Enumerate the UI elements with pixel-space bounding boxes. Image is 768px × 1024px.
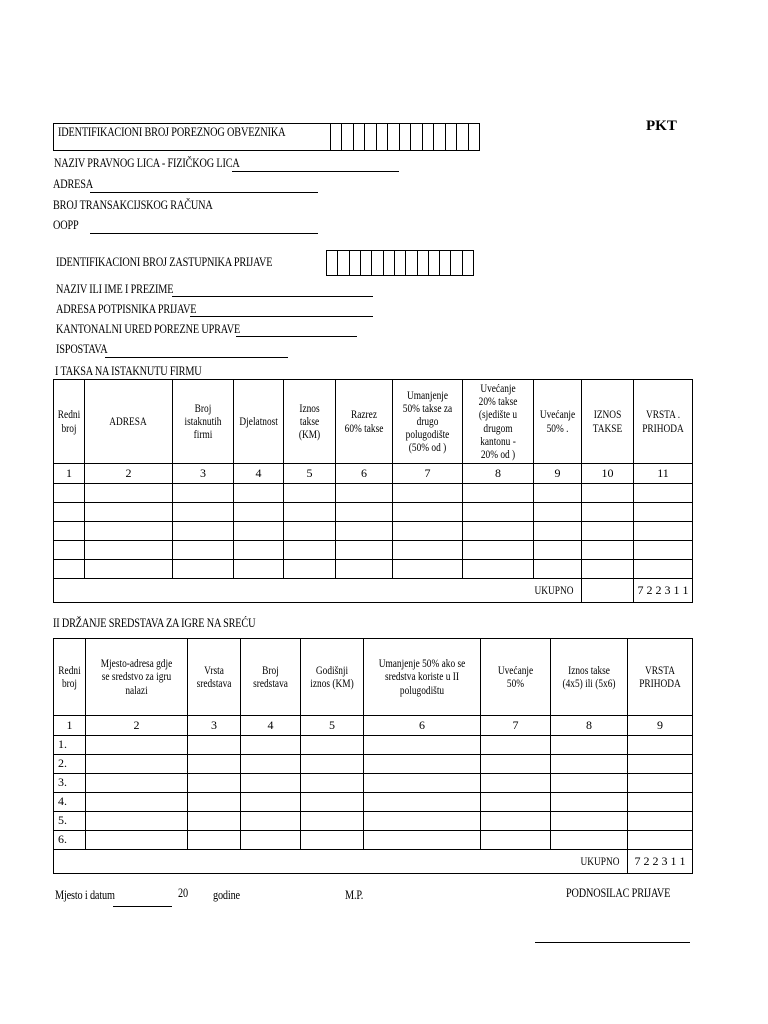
section2-total-row [54,850,693,874]
legal-entity-name-label: NAZIV PRAVNOG LICA - FIZIČKOG LICA [54,156,240,170]
signer-address-field[interactable] [190,302,373,317]
col-number: 2 [85,464,173,484]
signer-address-label: ADRESA POTPISNIKA PRIJAVE [56,302,197,316]
tax-office-label: KANTONALNI URED POREZNE UPRAVE [56,322,241,336]
s1-header-cell: Umanjenje 50% takse za drugo polugodište (50% od ) [393,380,463,464]
col-number: 4 [241,716,301,736]
table-row[interactable] [54,831,693,850]
total-amount-cell[interactable] [582,579,634,603]
section2-title: II DRŽANJE SREDSTAVA ZA IGRE NA SREĆU [53,616,256,630]
oopp-label: OOPP [53,218,79,232]
total-label: UKUPNO [54,579,582,603]
place-date-label: Mjesto i datum [55,888,115,902]
s2-header-cell: VRSTA PRIHODA [628,639,693,716]
form-code: PKT [646,118,677,134]
section1-table [53,379,693,603]
s2-header-cell: Mjesto-adresa gdje se sredstvo za igru nalazi [86,639,188,716]
col-number: 6 [364,716,481,736]
submitter-label: PODNOSILAC PRIJAVE [566,886,671,900]
col-number: 9 [534,464,582,484]
col-number: 1 [54,716,86,736]
branch-office-field[interactable] [105,343,288,358]
col-number: 10 [582,464,634,484]
row-number: 6. [54,831,86,850]
col-number: 5 [284,464,336,484]
section1-number-row [54,464,693,484]
s2-header-cell: Vrsta sredstava [188,639,241,716]
col-number: 8 [463,464,534,484]
table-row[interactable] [54,774,693,793]
s1-header-cell: IZNOS TAKSE [582,380,634,464]
s1-header-cell: Redni broj [54,380,85,464]
col-number: 7 [393,464,463,484]
col-number: 5 [301,716,364,736]
address-field[interactable] [90,178,318,193]
s1-header-cell: Iznos takse (KM) [284,380,336,464]
table-row[interactable] [54,522,693,541]
col-number: 6 [336,464,393,484]
s2-header-cell: Uvećanje 50% [481,639,551,716]
place-date-field[interactable] [113,892,172,907]
s1-header-cell: Djelatnost [234,380,284,464]
s2-header-cell: Broj sredstava [241,639,301,716]
branch-office-label: ISPOSTAVA [56,342,108,356]
representative-id-label: IDENTIFIKACIONI BROJ ZASTUPNIKA PRIJAVE [56,255,273,269]
col-number: 2 [86,716,188,736]
s1-header-cell: ADRESA [85,380,173,464]
legal-entity-name-field[interactable] [232,157,399,172]
s1-header-cell: VRSTA . PRIHODA [634,380,693,464]
section1-total-row [54,579,693,603]
taxpayer-id-label-box [53,123,333,151]
section2-table [53,638,693,874]
revenue-code: 7 2 2 3 1 1 [628,850,693,874]
section1-title: I TAKSA NA ISTAKNUTU FIRMU [55,364,202,378]
stamp-label: M.P. [345,888,364,902]
table-row[interactable] [54,736,693,755]
col-number: 1 [54,464,85,484]
section2-header-row [54,639,693,716]
total-label: UKUPNO [54,850,628,874]
s2-header-cell: Redni broj [54,639,86,716]
representative-name-label: NAZIV ILI IME I PREZIME [56,282,174,296]
s2-header-cell: Godišnji iznos (KM) [301,639,364,716]
section1-header-row [54,380,693,464]
s1-header-cell: Broj istaknutih firmi [173,380,234,464]
tax-office-field[interactable] [236,322,357,337]
s2-header-cell: Umanjenje 50% ako se sredstva koriste u II polugodištu [364,639,481,716]
section2-number-row [54,716,693,736]
table-row[interactable] [54,503,693,522]
table-row[interactable] [54,793,693,812]
row-number: 1. [54,736,86,755]
table-row[interactable] [54,541,693,560]
col-number: 8 [551,716,628,736]
col-number: 11 [634,464,693,484]
oopp-field[interactable] [90,219,318,234]
table-row[interactable] [54,812,693,831]
col-number: 3 [188,716,241,736]
revenue-code: 7 2 2 3 1 1 [634,579,693,603]
representative-id-boxes[interactable] [326,250,474,276]
taxpayer-id-label: IDENTIFIKACIONI BROJ POREZNOG OBVEZNIKA [58,125,286,139]
year-suffix-label: godine [213,888,240,902]
row-number: 2. [54,755,86,774]
address-label: ADRESA [53,177,94,191]
row-number: 3. [54,774,86,793]
year-prefix: 20 [178,886,188,900]
col-number: 9 [628,716,693,736]
account-number-label: BROJ TRANSAKCIJSKOG RAČUNA [53,198,213,212]
row-number: 4. [54,793,86,812]
table-row[interactable] [54,484,693,503]
taxpayer-id-boxes[interactable] [330,123,480,151]
table-row[interactable] [54,560,693,579]
s2-header-cell: Iznos takse (4x5) ili (5x6) [551,639,628,716]
representative-name-field[interactable] [172,282,373,297]
col-number: 3 [173,464,234,484]
s1-header-cell: Uvećanje 50% . [534,380,582,464]
col-number: 7 [481,716,551,736]
table-row[interactable] [54,755,693,774]
s1-header-cell: Razrez 60% takse [336,380,393,464]
s1-header-cell: Uvećanje 20% takse (sjedište u drugom kantonu - 20% od ) [463,380,534,464]
signature-line[interactable] [535,928,690,943]
row-number: 5. [54,812,86,831]
col-number: 4 [234,464,284,484]
